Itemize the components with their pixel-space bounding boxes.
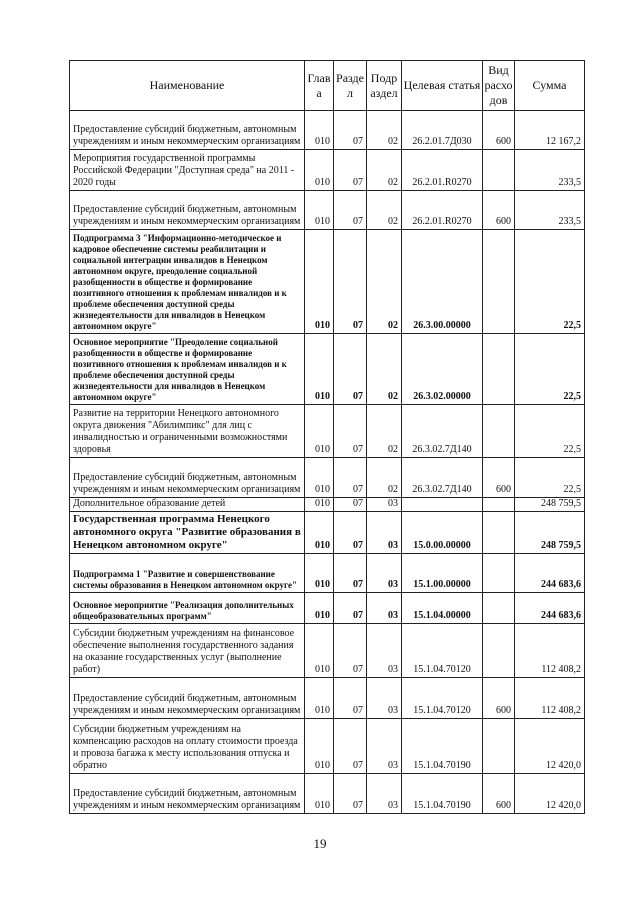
table-row: [70, 624, 585, 678]
row-glava: 010: [305, 498, 334, 512]
row-podrazdel: 02: [367, 191, 402, 230]
table-row: [70, 774, 585, 814]
table-row: [70, 719, 585, 774]
row-expense-type: [483, 512, 515, 554]
row-target-article: 15.1.04.70120: [402, 624, 483, 678]
row-razdel: 07: [334, 498, 367, 512]
row-target-article: 26.3.02.00000: [402, 334, 483, 405]
row-glava: 010: [305, 230, 334, 334]
row-name: Основное мероприятие "Преодоление социальной разобщенности в обществе и формирование позитивного отношения к проблемам инвалидов и к проблеме обеспечения доступной среды жизнедеятельности для инвалидов в Ненецком автономном округе": [70, 334, 305, 405]
row-podrazdel: 02: [367, 334, 402, 405]
row-podrazdel: 03: [367, 624, 402, 678]
row-podrazdel: 02: [367, 458, 402, 498]
row-name: Предоставление субсидий бюджетным, автономным учреждениям и иным некоммерческим организациям: [70, 458, 305, 498]
row-glava: 010: [305, 719, 334, 774]
row-name: Субсидии бюджетным учреждениям на финансовое обеспечение выполнения государственного задания на оказание государственных услуг (выполнение работ): [70, 624, 305, 678]
row-sum: 244 683,6: [515, 554, 585, 593]
row-sum: 244 683,6: [515, 593, 585, 624]
row-expense-type: [483, 719, 515, 774]
table-row-state-program: [70, 512, 585, 554]
row-razdel: 07: [334, 593, 367, 624]
row-expense-type: 600: [483, 774, 515, 814]
row-expense-type: 600: [483, 111, 515, 150]
page-number: 19: [313, 836, 327, 851]
row-podrazdel: 03: [367, 554, 402, 593]
header-razdel: Разде л: [334, 61, 367, 111]
table-row: [70, 498, 585, 512]
row-target-article: 26.2.01.R0270: [402, 150, 483, 191]
row-glava: 010: [305, 458, 334, 498]
row-name: Подпрограмма 1 "Развитие и совершенствование системы образования в Ненецком автономном округе": [70, 554, 305, 593]
row-razdel: 07: [334, 334, 367, 405]
row-glava: 010: [305, 150, 334, 191]
row-podrazdel: 02: [367, 150, 402, 191]
row-razdel: 07: [334, 111, 367, 150]
row-name: Предоставление субсидий бюджетным, автономным учреждениям и иным некоммерческим организациям: [70, 678, 305, 719]
row-glava: 010: [305, 512, 334, 554]
row-glava: 010: [305, 191, 334, 230]
row-target-article: 15.1.04.70120: [402, 678, 483, 719]
row-target-article: 26.2.01.7Д030: [402, 111, 483, 150]
row-name: Дополнительное образование детей: [70, 498, 305, 512]
row-razdel: 07: [334, 405, 367, 458]
row-glava: 010: [305, 554, 334, 593]
row-expense-type: [483, 593, 515, 624]
row-expense-type: [483, 498, 515, 512]
header-podrazdel: Подр аздел: [367, 61, 402, 111]
row-sum: 248 759,5: [515, 512, 585, 554]
row-target-article: 15.1.00.00000: [402, 554, 483, 593]
row-target-article: 15.1.04.70190: [402, 719, 483, 774]
row-podrazdel: 03: [367, 719, 402, 774]
table-row: [70, 458, 585, 498]
row-target-article: 26.3.02.7Д140: [402, 458, 483, 498]
row-sum: 112 408,2: [515, 624, 585, 678]
row-razdel: 07: [334, 719, 367, 774]
row-name: Подпрограмма 3 "Информационно-методическое и кадровое обеспечение системы реабилитации и социальной интеграции инвалидов в Ненецком автономном округе, преодоление социальной разобщенности в обществе и формирование позитивного отношения к проблемам инвалидов и к проблеме обеспечения доступной среды жизнедеятельности для инвалидов в Ненецком автономном округе": [70, 230, 305, 334]
row-sum: 12 420,0: [515, 719, 585, 774]
row-sum: 248 759,5: [515, 498, 585, 512]
row-sum: 22,5: [515, 405, 585, 458]
row-expense-type: [483, 624, 515, 678]
row-name: Мероприятия государственной программы Российской Федерации "Доступная среда" на 2011 - 2020 годы: [70, 150, 305, 191]
row-name: Развитие на территории Ненецкого автономного округа движения "Абилимпикс" для лиц с инвалидностью и ограниченными возможностями здоровья: [70, 405, 305, 458]
table-row: [70, 405, 585, 458]
row-expense-type: [483, 334, 515, 405]
row-podrazdel: 03: [367, 774, 402, 814]
row-expense-type: [483, 150, 515, 191]
table-header-row: [70, 61, 585, 111]
table-row: [70, 150, 585, 191]
row-name: Предоставление субсидий бюджетным, автономным учреждениям и иным некоммерческим организациям: [70, 191, 305, 230]
row-sum: 112 408,2: [515, 678, 585, 719]
table-row: [70, 191, 585, 230]
row-sum: 22,5: [515, 230, 585, 334]
header-sum: Сумма: [515, 61, 585, 111]
row-razdel: 07: [334, 230, 367, 334]
table-row-subprogram: [70, 230, 585, 334]
row-razdel: 07: [334, 512, 367, 554]
row-name: Государственная программа Ненецкого автономного округа "Развитие образования в Ненецком автономном округе": [70, 512, 305, 554]
row-glava: 010: [305, 334, 334, 405]
row-razdel: 07: [334, 554, 367, 593]
row-podrazdel: 02: [367, 405, 402, 458]
header-glava: Глав а: [305, 61, 334, 111]
row-razdel: 07: [334, 458, 367, 498]
row-name: Основное мероприятие "Реализация дополнительных общеобразовательных программ": [70, 593, 305, 624]
row-glava: 010: [305, 774, 334, 814]
row-podrazdel: 03: [367, 498, 402, 512]
row-name: Субсидии бюджетным учреждениям на компенсацию расходов на оплату стоимости проезда и провоза багажа к месту использования отпуска и обратно: [70, 719, 305, 774]
row-expense-type: 600: [483, 678, 515, 719]
row-razdel: 07: [334, 624, 367, 678]
row-podrazdel: 03: [367, 512, 402, 554]
row-sum: 12 167,2: [515, 111, 585, 150]
row-target-article: 15.0.00.00000: [402, 512, 483, 554]
row-target-article: 26.3.00.00000: [402, 230, 483, 334]
row-glava: 010: [305, 111, 334, 150]
row-target-article: [402, 498, 483, 512]
row-expense-type: [483, 230, 515, 334]
row-name: Предоставление субсидий бюджетным, автономным учреждениям и иным некоммерческим организациям: [70, 774, 305, 814]
row-podrazdel: 02: [367, 230, 402, 334]
row-razdel: 07: [334, 150, 367, 191]
table-row-main-activity: [70, 334, 585, 405]
row-expense-type: [483, 554, 515, 593]
header-name: Наименование: [70, 61, 305, 111]
row-razdel: 07: [334, 774, 367, 814]
row-name: Предоставление субсидий бюджетным, автономным учреждениям и иным некоммерческим организациям: [70, 111, 305, 150]
header-expense-type: Вид расхо дов: [483, 61, 515, 111]
table-row-subprogram: [70, 554, 585, 593]
row-podrazdel: 02: [367, 111, 402, 150]
table-row: [70, 678, 585, 719]
row-target-article: 26.2.01.R0270: [402, 191, 483, 230]
row-sum: 233,5: [515, 191, 585, 230]
row-sum: 12 420,0: [515, 774, 585, 814]
row-razdel: 07: [334, 191, 367, 230]
row-podrazdel: 03: [367, 593, 402, 624]
row-glava: 010: [305, 593, 334, 624]
row-podrazdel: 03: [367, 678, 402, 719]
header-target-article: Целевая статья: [402, 61, 483, 111]
table-row: [70, 111, 585, 150]
row-expense-type: [483, 405, 515, 458]
row-sum: 233,5: [515, 150, 585, 191]
row-glava: 010: [305, 624, 334, 678]
table-row-main-activity: [70, 593, 585, 624]
row-target-article: 15.1.04.00000: [402, 593, 483, 624]
row-target-article: 15.1.04.70190: [402, 774, 483, 814]
row-sum: 22,5: [515, 458, 585, 498]
row-glava: 010: [305, 405, 334, 458]
row-glava: 010: [305, 678, 334, 719]
row-expense-type: 600: [483, 458, 515, 498]
row-target-article: 26.3.02.7Д140: [402, 405, 483, 458]
row-sum: 22,5: [515, 334, 585, 405]
row-razdel: 07: [334, 678, 367, 719]
row-expense-type: 600: [483, 191, 515, 230]
budget-table: [69, 60, 585, 814]
